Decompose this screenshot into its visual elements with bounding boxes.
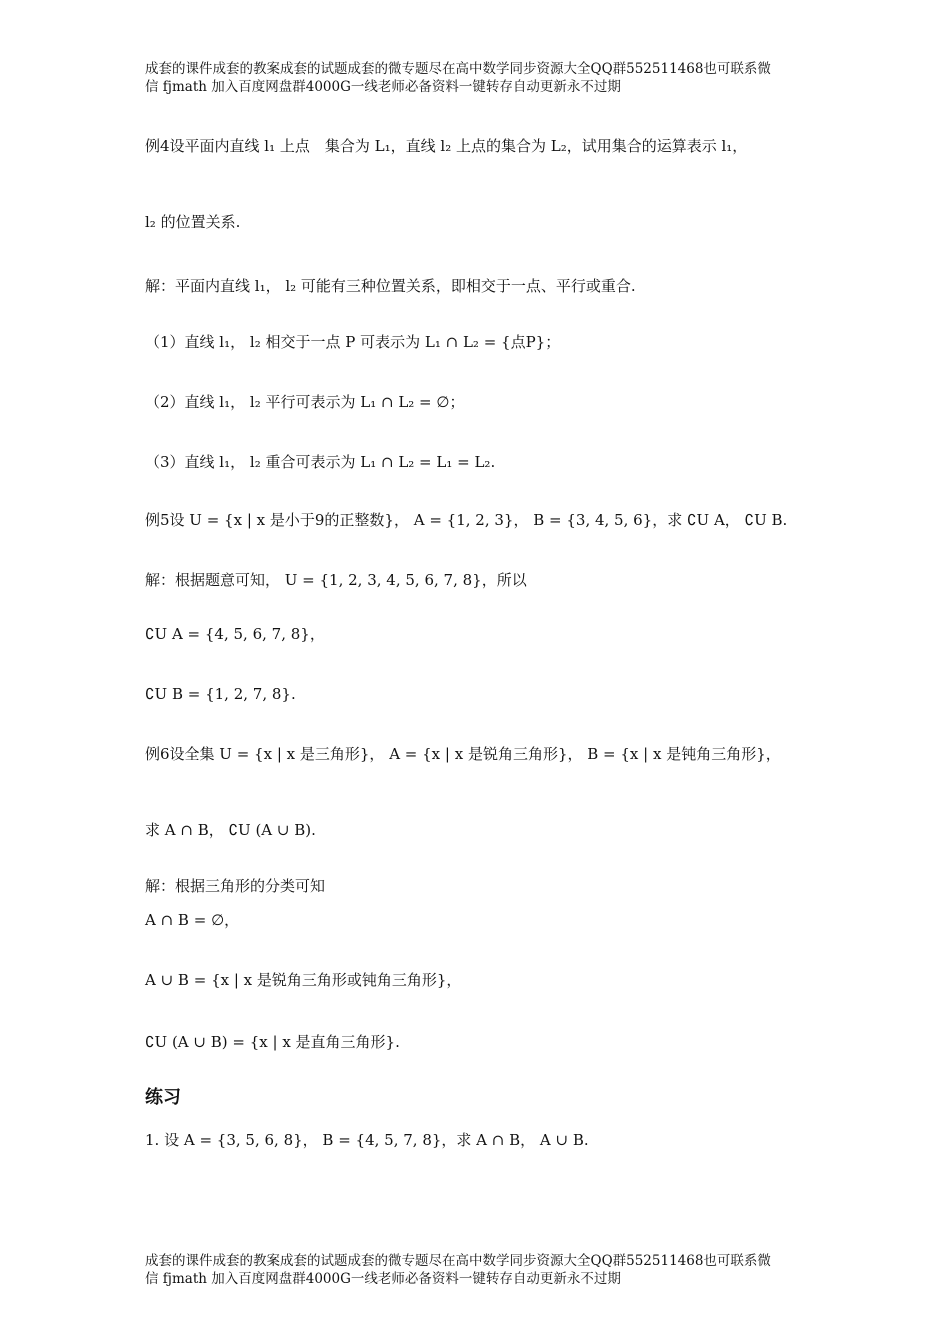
solution-5-complement-b: ∁U B = {1, 2, 7, 8}.	[145, 685, 296, 703]
footer-line-2: 信 fjmath 加入百度网盘群4000G一线老师必备资料一键转存自动更新永不过期	[145, 1271, 621, 1287]
solution-5: 解：根据题意可知， U = {1, 2, 3, 4, 5, 6, 7, 8}，所以	[145, 571, 527, 589]
example-4-line-2: l₂ 的位置关系.	[145, 213, 241, 231]
solution-6: 解：根据三角形的分类可知	[145, 877, 326, 895]
example-6-line-2: 求 A ∩ B， ∁U (A ∪ B).	[145, 821, 316, 839]
page-footer	[145, 1252, 771, 1288]
example-6-line-1: 例6设全集 U = {x | x 是三角形}， A = {x | x 是锐角三角形}， B = {x | x 是钝角三角形}，	[145, 745, 781, 763]
example-5: 例5设 U = {x | x 是小于9的正整数}， A = {1, 2, 3}， B = {3, 4, 5, 6}，求 ∁U A， ∁U B.	[145, 511, 788, 529]
solution-6-intersection: A ∩ B = ∅，	[145, 911, 240, 929]
solution-4-case-3: （3）直线 l₁， l₂ 重合可表示为 L₁ ∩ L₂ = L₁ = L₂.	[145, 453, 496, 471]
example-4-line-1: 例4设平面内直线 l₁ 上点 集合为 L₁，直线 l₂ 上点的集合为 L₂，试用集合的运算表示 l₁，	[145, 137, 748, 155]
footer-line-1: 成套的课件成套的教案成套的试题成套的微专题尽在高中数学同步资源大全QQ群552511468也可联系微	[145, 1253, 771, 1269]
solution-4-case-2: （2）直线 l₁， l₂ 平行可表示为 L₁ ∩ L₂ = ∅；	[145, 393, 465, 411]
practice-heading: 练习	[145, 1087, 181, 1108]
page-header	[145, 60, 771, 96]
solution-4: 解：平面内直线 l₁， l₂ 可能有三种位置关系，即相交于一点、平行或重合.	[145, 277, 636, 295]
solution-6-union: A ∪ B = {x | x 是锐角三角形或钝角三角形}，	[145, 971, 462, 989]
practice-item-1: 1. 设 A = {3, 5, 6, 8}， B = {4, 5, 7, 8}，求 A ∩ B， A ∪ B.	[145, 1131, 589, 1149]
solution-4-case-1: （1）直线 l₁， l₂ 相交于一点 P 可表示为 L₁ ∩ L₂ = {点P}；	[145, 333, 561, 351]
solution-5-complement-a: ∁U A = {4, 5, 6, 7, 8}，	[145, 625, 325, 643]
header-line-2: 信 fjmath 加入百度网盘群4000G一线老师必备资料一键转存自动更新永不过期	[145, 79, 621, 95]
solution-6-complement: ∁U (A ∪ B) = {x | x 是直角三角形}.	[145, 1033, 400, 1051]
header-line-1: 成套的课件成套的教案成套的试题成套的微专题尽在高中数学同步资源大全QQ群552511468也可联系微	[145, 61, 771, 77]
